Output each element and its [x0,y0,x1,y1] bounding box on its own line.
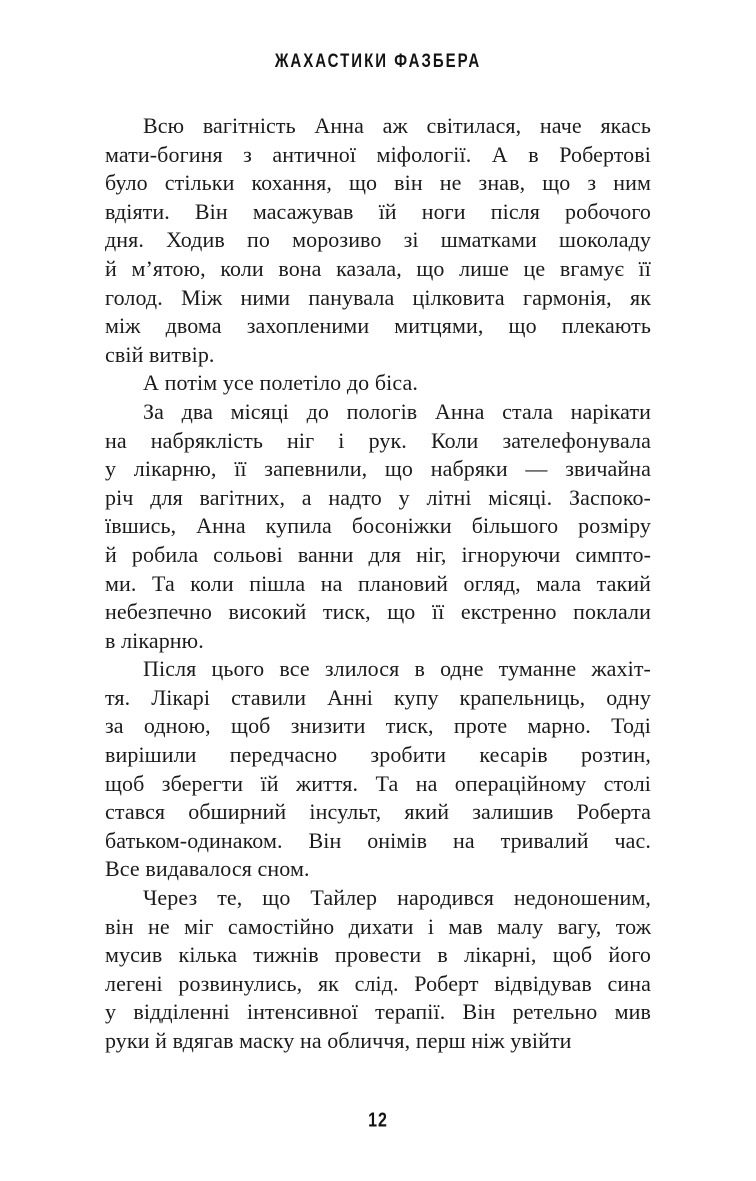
text-line: мусив кілька тижнів провести в лікарні, щоб його [105,942,651,968]
text-line: мати-богиня з античної міфології. А в Робертові [105,141,651,167]
text-line: батьком-одинаком. Він онімів на тривалий час. [105,827,651,853]
text-line: він не міг самостійно дихати і мав малу вагу, тож [105,913,651,939]
text-line: дня. Ходив по морозиво зі шматками шоколаду [105,227,651,253]
text-line: ївшись, Анна купила босоніжки більшого розміру [105,513,651,539]
text-line: й робила сольові ванни для ніг, ігноруючи симпто- [105,541,651,567]
text-line: на набряклість ніг і рук. Коли зателефонувала [105,427,651,453]
text-line: Після цього все злилося в одне туманне жахіт- [143,656,651,682]
text-line: щоб зберегти їй життя. Та на операційному столі [105,770,651,796]
text-line: небезпечно високий тиск, що її екстренно поклали [105,599,651,625]
text-line: голод. Між ними панувала цілковита гармонія, як [105,284,651,310]
text-line: За два місяці до пологів Анна стала нарікати [143,398,651,424]
text-line: за одною, щоб знизити тиск, проте марно. Тоді [105,713,651,739]
paragraph [105,655,651,884]
text-line: річ для вагітних, а надто у літні місяці. Заспоко- [105,484,651,510]
text-line: свій витвір. [105,341,215,367]
paragraph [105,112,651,369]
text-line: А потім усе полетіло до біса. [143,370,418,396]
text-line: було стільки кохання, що він не знав, що з ним [105,170,651,196]
text-line: вдіяти. Він масажував їй ноги після робочого [105,198,651,224]
text-line: Всю вагітність Анна аж світилася, наче якась [143,113,651,138]
text-line: у лікарню, її запевнили, що набряки — звичайна [105,456,651,482]
text-line: Через те, що Тайлер народився недоношеним, [143,885,651,911]
body-text [105,112,651,1056]
text-line: ми. Та коли пішла на плановий огляд, мала такий [105,570,651,596]
text-line: в лікарню. [105,627,204,653]
text-line: й м’ятою, коли вона казала, що лише це вгамує її [105,255,651,281]
running-header: ЖАХАСТИКИ ФАЗБЕРА [274,50,482,73]
text-line: у відділенні інтенсивної терапії. Він ретельно мив [105,999,651,1025]
text-line: Все видавалося сном. [105,856,310,882]
text-line: між двома захопленими митцями, що плекають [105,313,651,339]
page-number: 12 [368,1110,388,1132]
paragraph [105,369,651,398]
text-line: руки й вдягав маску на обличчя, перш ніж увійти [105,1028,572,1053]
text-line: вирішили передчасно зробити кесарів розтин, [105,742,651,768]
text-line: стався обширний інсульт, який залишив Роберта [105,799,651,825]
text-line: тя. Лікарі ставили Анні купу крапельниць, одну [105,684,651,710]
paragraph [105,398,651,655]
paragraph [105,884,651,1056]
text-line: легені розвинулись, як слід. Роберт відвідував сина [105,970,651,996]
